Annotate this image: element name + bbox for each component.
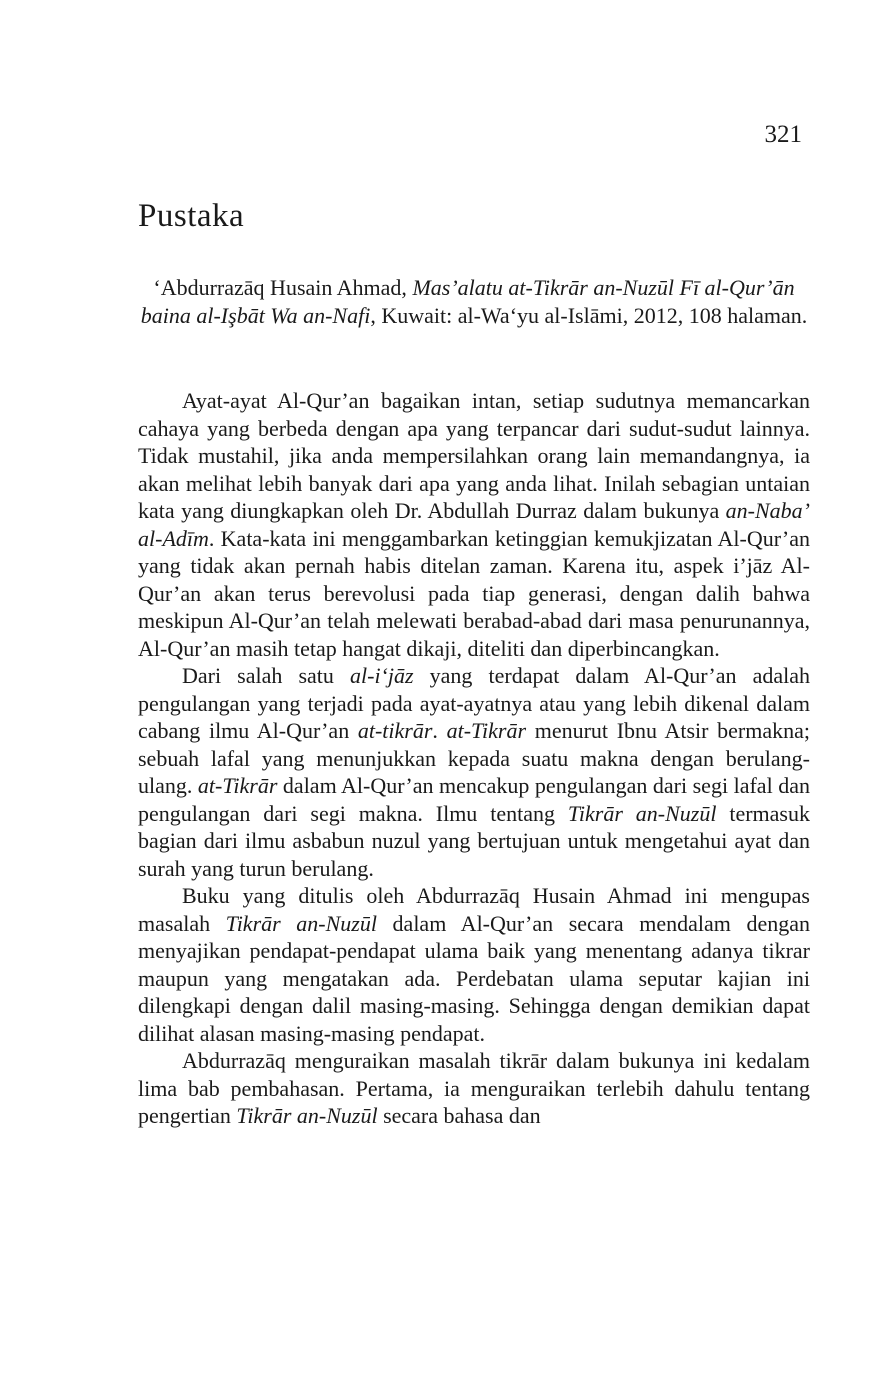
text-span: Abdurrazāq menguraikan masalah tikrār dalam bukunya ini kedalam lima bab pembahasan. Pertama, ia menguraikan terlebih dahulu tentang pengertian xyxy=(138,1048,810,1128)
italic-text-span: Tikrār an-Nuzūl xyxy=(236,1103,378,1128)
body-paragraph xyxy=(138,387,810,662)
italic-text-span: Tikrār an-Nuzūl xyxy=(567,800,717,826)
italic-text-span: an-Naba’ al-Adīm xyxy=(138,498,810,551)
text-span: dalam Al-Qur’an secara mendalam dengan menyajikan pendapat-pendapat ulama baik yang menentang adanya tikrar maupun yang mengatakan ada. Perdebatan ulama seputar kajian ini dilengkapi dengan dalil masing-masing. Sehingga dengan demikian dapat dilihat alasan masing-masing pendapat. xyxy=(138,910,810,1046)
italic-text-span: at-tikrār xyxy=(357,718,433,743)
text-span: menurut Ibnu Atsir bermakna; sebuah lafal yang menunjukkan kepada suatu makna dengan berulang-ulang. xyxy=(138,718,810,798)
text-span: dalam Al-Qur’an mencakup pengulangan dari segi lafal dan pengulangan dari segi makna. Ilmu tentang xyxy=(138,773,810,826)
text-span: Buku yang ditulis oleh Abdurrazāq Husain Ahmad ini mengupas masalah xyxy=(138,883,810,936)
text-span: Ayat-ayat Al-Qur’an bagaikan intan, setiap sudutnya memancarkan cahaya yang berbeda dengan apa yang terpancar dari sudut-sudut lainnya. Tidak mustahil, jika anda mempersilahkan orang lain memandangnya, ia akan melihat lebih banyak dari apa yang anda lihat. Inilah sebagian untaian kata yang diungkapkan oleh Dr. Abdullah Durraz dalam bukunya xyxy=(138,388,810,523)
text-span: . xyxy=(432,718,447,743)
text-span: Dari salah satu xyxy=(182,663,350,688)
section-title: Pustaka xyxy=(138,198,245,234)
text-span: yang terdapat dalam Al-Qur’an adalah pengulangan yang terjadi pada ayat-ayatnya atau yang lebih dikenal dalam cabang ilmu Al-Qur’an xyxy=(138,663,810,743)
italic-text-span: at-Tikrār xyxy=(197,773,278,798)
body-paragraph xyxy=(138,1047,810,1130)
text-span: termasuk bagian dari ilmu asbabun nuzul yang bertujuan untuk mengetahui ayat dan surah yang turun berulang. xyxy=(138,800,810,881)
body-text xyxy=(138,387,810,1130)
italic-text-span: Mas’alatu at-Tikrār an-Nuzūl Fī al-Qur’ān baina al-Işbāt Wa an-Nafi xyxy=(140,275,795,328)
page-number: 321 xyxy=(764,121,802,148)
italic-text-span: al-i‘jāz xyxy=(350,663,414,688)
body-paragraph xyxy=(138,662,810,882)
italic-text-span: Tikrār an-Nuzūl xyxy=(225,910,377,936)
text-span: , Kuwait: al-Wa‘yu al-Islāmi, 2012, 108 halaman. xyxy=(370,302,808,328)
text-span: . Kata-kata ini menggambarkan ketinggian kemukjizatan Al-Qur’an yang tidak akan pernah habis ditelan zaman. Karena itu, aspek i’jāz Al-Qur’an akan terus berevolusi pada tiap generasi, dengan dalih bahwa meskipun Al-Qur’an telah melewati berabad-abad dari masa penurunannya, Al-Qur’an masih tetap hangat dikaji, diteliti dan diperbincangkan. xyxy=(138,525,810,661)
body-paragraph xyxy=(138,882,810,1047)
bibliographic-citation xyxy=(138,274,810,329)
italic-text-span: at-Tikrār xyxy=(446,718,527,743)
text-span: ‘Abdurrazāq Husain Ahmad, xyxy=(153,275,413,300)
text-span: secara bahasa dan xyxy=(377,1103,541,1128)
